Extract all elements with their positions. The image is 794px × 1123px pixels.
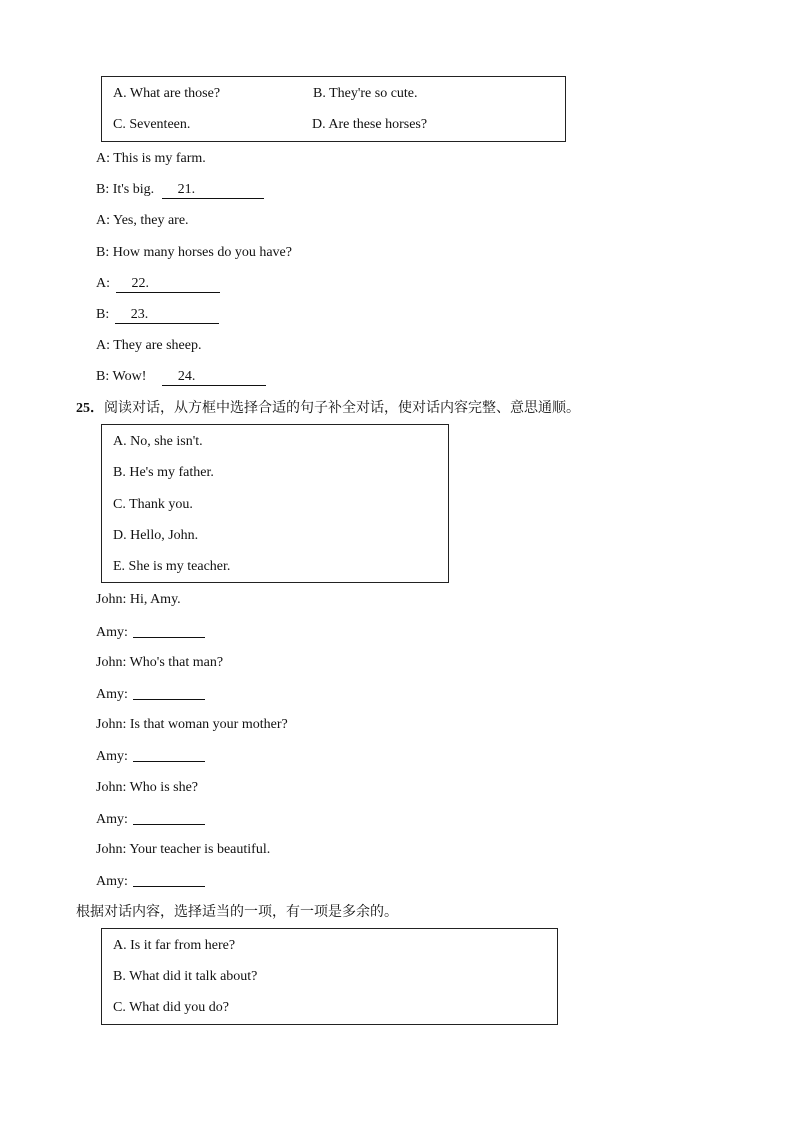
answer-blank[interactable] bbox=[133, 623, 205, 638]
line-text: It's big. bbox=[112, 182, 155, 197]
speaker-label: Amy: bbox=[96, 687, 128, 702]
option-b: B. What did it talk about? bbox=[113, 969, 258, 984]
speaker-label: A: bbox=[96, 151, 110, 166]
dialog-line bbox=[96, 841, 270, 859]
dialog-line bbox=[96, 779, 198, 797]
speaker-label: A: bbox=[96, 338, 110, 353]
dialog-line bbox=[96, 685, 205, 704]
question-26-instruction: 根据对话内容，选择适当的一项，有一项是多余的。 bbox=[76, 904, 398, 920]
answer-blank-24[interactable]: 24. bbox=[162, 369, 266, 386]
dialog-line bbox=[96, 275, 220, 293]
option-a: A. What are those? bbox=[113, 86, 221, 101]
option-c: C. What did you do? bbox=[113, 1000, 230, 1015]
speaker-label: A: bbox=[96, 213, 110, 228]
speaker-label: Amy: bbox=[96, 625, 128, 640]
line-text: Wow! bbox=[112, 369, 147, 384]
speaker-label: John: bbox=[96, 717, 127, 732]
answer-blank-22[interactable]: 22. bbox=[116, 276, 220, 293]
dialog-line bbox=[96, 368, 266, 386]
dialog-line bbox=[96, 337, 201, 355]
dialog-line bbox=[96, 150, 206, 168]
line-text: They are sheep. bbox=[113, 338, 202, 353]
speaker-label: Amy: bbox=[96, 749, 128, 764]
option-c: C. Seventeen. bbox=[113, 117, 191, 132]
speaker-label: B: bbox=[96, 245, 110, 260]
question-number: 25 bbox=[76, 401, 90, 416]
dialog-line bbox=[96, 747, 205, 766]
option-d: D. Hello, John. bbox=[113, 528, 199, 543]
dialog-line bbox=[96, 872, 205, 891]
answer-blank-23[interactable]: 23. bbox=[115, 307, 219, 324]
speaker-label: Amy: bbox=[96, 812, 128, 827]
speaker-label: B: bbox=[96, 182, 110, 197]
dialog-line bbox=[96, 181, 264, 199]
line-text: Is that woman your mother? bbox=[129, 717, 288, 732]
line-text: How many horses do you have? bbox=[112, 245, 292, 260]
line-text: Yes, they are. bbox=[112, 213, 189, 228]
dialog-line bbox=[96, 654, 223, 672]
answer-blank[interactable] bbox=[133, 685, 205, 700]
dialog-line bbox=[96, 212, 189, 230]
speaker-label: John: bbox=[96, 655, 127, 670]
speaker-label: B: bbox=[96, 307, 110, 322]
option-d: D. Are these horses? bbox=[312, 117, 428, 132]
speaker-label: John: bbox=[96, 842, 127, 857]
speaker-label: A: bbox=[96, 276, 110, 291]
answer-blank[interactable] bbox=[133, 872, 205, 887]
answer-blank[interactable] bbox=[133, 810, 205, 825]
dialog-line bbox=[96, 591, 181, 609]
option-c: C. Thank you. bbox=[113, 497, 193, 512]
option-a: A. No, she isn't. bbox=[113, 434, 203, 449]
question-25-instruction: 25．阅读对话，从方框中选择合适的句子补全对话，使对话内容完整、意思通顺。 bbox=[76, 400, 580, 416]
dialog-line bbox=[96, 810, 205, 829]
answer-blank-21[interactable]: 21. bbox=[162, 182, 264, 199]
option-a: A. Is it far from here? bbox=[113, 938, 236, 953]
answer-blank[interactable] bbox=[133, 747, 205, 762]
dialog-line bbox=[96, 716, 288, 734]
line-text: Who is she? bbox=[129, 780, 199, 795]
dialog-line bbox=[96, 306, 219, 324]
line-text: Who's that man? bbox=[129, 655, 224, 670]
option-b: B. They're so cute. bbox=[313, 86, 418, 101]
line-text: Hi, Amy. bbox=[129, 592, 181, 607]
instruction-text: 阅读对话，从方框中选择合适的句子补全对话，使对话内容完整、意思通顺。 bbox=[104, 400, 580, 416]
speaker-label: John: bbox=[96, 592, 127, 607]
line-text: Your teacher is beautiful. bbox=[129, 842, 271, 857]
option-e: E. She is my teacher. bbox=[113, 559, 231, 574]
dialog-line bbox=[96, 623, 205, 642]
dialog-line bbox=[96, 244, 292, 262]
line-text: This is my farm. bbox=[113, 151, 206, 166]
speaker-label: Amy: bbox=[96, 874, 128, 889]
speaker-label: John: bbox=[96, 780, 127, 795]
option-b: B. He's my father. bbox=[113, 465, 214, 480]
speaker-label: B: bbox=[96, 369, 110, 384]
